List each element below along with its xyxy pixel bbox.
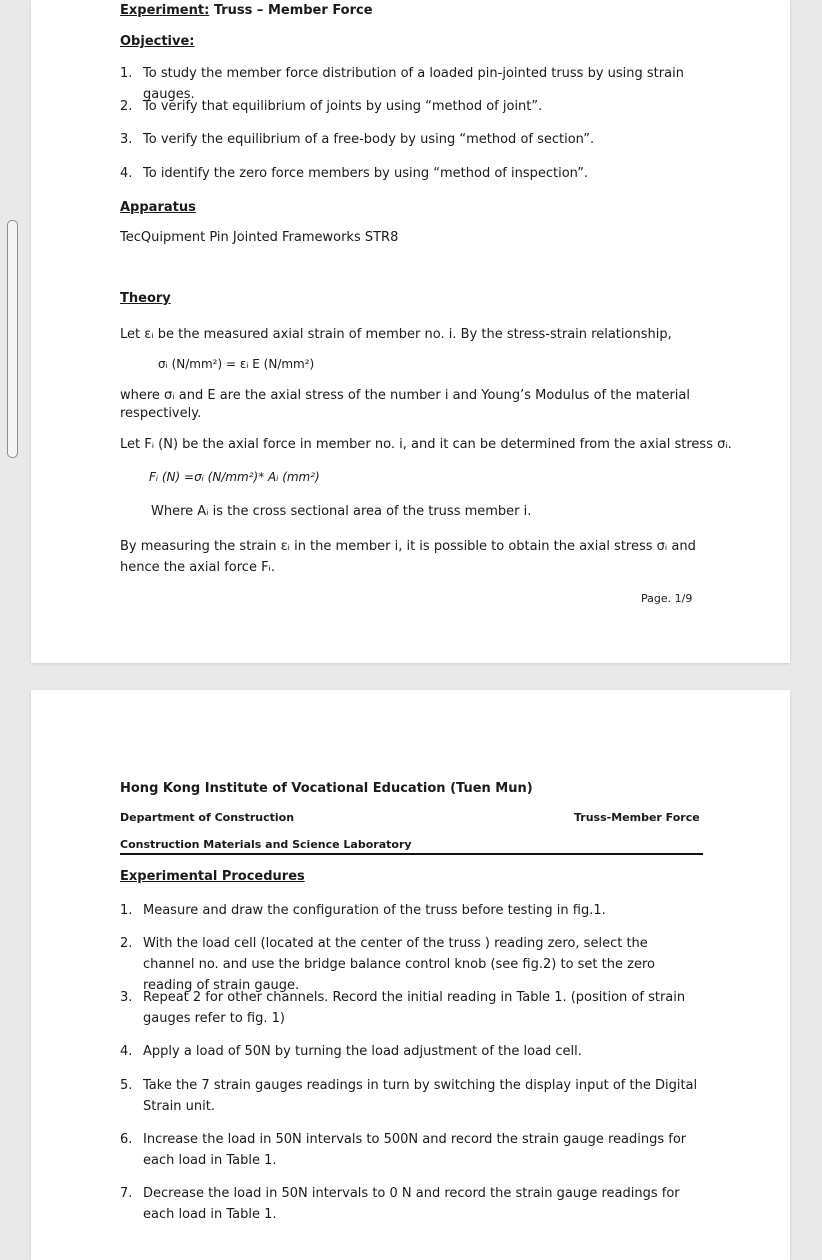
list-item: To study the member force distribution of a loaded pin-jointed truss by using strain gauges. bbox=[143, 66, 684, 102]
list-item-number: 3. bbox=[120, 132, 133, 147]
force-equation: Fᵢ (N) =σᵢ (N/mm²)* Aᵢ (mm²) bbox=[149, 470, 320, 484]
theory-paragraph: By measuring the strain εᵢ in the member i, it is possible to obtain the axial stress σᵢ and hence the axial force Fᵢ. bbox=[120, 539, 696, 575]
list-item-number: 1. bbox=[120, 66, 133, 81]
theory-heading: Theory bbox=[120, 291, 171, 306]
page-number: Page. 1/9 bbox=[641, 592, 693, 605]
lab-name: Construction Materials and Science Laboratory bbox=[120, 838, 412, 851]
scrollbar-thumb[interactable] bbox=[7, 220, 18, 458]
list-item-number: 6. bbox=[120, 1132, 133, 1147]
theory-paragraph: Let Fᵢ (N) be the axial force in member no. i, and it can be determined from the axial stress σᵢ. bbox=[120, 437, 732, 452]
list-item-number: 4. bbox=[120, 166, 133, 181]
document-title: Truss-Member Force bbox=[574, 811, 700, 824]
objective-heading: Objective: bbox=[120, 34, 195, 49]
list-item-number: 5. bbox=[120, 1078, 133, 1093]
theory-paragraph: Let εᵢ be the measured axial strain of member no. i. By the stress-strain relationship, bbox=[120, 327, 672, 342]
list-item: With the load cell (located at the center of the truss ) reading zero, select the channel no. and use the bridge balance control knob (see fig.2) to set the zero reading of strain gauge. bbox=[143, 936, 655, 993]
document-page-1 bbox=[31, 0, 790, 663]
list-item: Increase the load in 50N intervals to 500N and record the strain gauge readings for each load in Table 1. bbox=[143, 1132, 687, 1168]
header-divider bbox=[120, 853, 703, 855]
list-item: Measure and draw the configuration of the truss before testing in fig.1. bbox=[143, 903, 606, 918]
list-item-number: 3. bbox=[120, 990, 133, 1005]
list-item-number: 1. bbox=[120, 903, 133, 918]
list-item: Apply a load of 50N by turning the load adjustment of the load cell. bbox=[143, 1044, 582, 1059]
list-item: To verify the equilibrium of a free-body by using “method of section”. bbox=[143, 132, 595, 147]
theory-paragraph: Where Aᵢ is the cross sectional area of the truss member i. bbox=[151, 504, 532, 519]
institute-name: Hong Kong Institute of Vocational Education (Tuen Mun) bbox=[120, 781, 533, 796]
document-page-2 bbox=[31, 690, 790, 1260]
stress-equation: σᵢ (N/mm²) = εᵢ E (N/mm²) bbox=[158, 357, 315, 371]
list-item: Repeat 2 for other channels. Record the initial reading in Table 1. (position of strain gauges refer to fig. 1) bbox=[143, 990, 686, 1026]
procedures-heading: Experimental Procedures bbox=[120, 869, 305, 884]
apparatus-text: TecQuipment Pin Jointed Frameworks STR8 bbox=[120, 230, 399, 245]
list-item: To identify the zero force members by using “method of inspection”. bbox=[143, 166, 589, 181]
list-item-number: 2. bbox=[120, 936, 133, 951]
experiment-heading: Experiment: Truss – Member Force bbox=[120, 3, 373, 18]
list-item: Take the 7 strain gauges readings in turn by switching the display input of the Digital Strain unit. bbox=[143, 1078, 698, 1114]
list-item-number: 4. bbox=[120, 1044, 133, 1059]
list-item: Decrease the load in 50N intervals to 0 N and record the strain gauge readings for each load in Table 1. bbox=[143, 1186, 680, 1222]
apparatus-heading: Apparatus bbox=[120, 200, 196, 215]
theory-paragraph: where σᵢ and E are the axial stress of the number i and Young’s Modulus of the material respectively. bbox=[120, 388, 690, 421]
list-item-number: 2. bbox=[120, 99, 133, 114]
list-item-number: 7. bbox=[120, 1186, 133, 1201]
department-name: Department of Construction bbox=[120, 811, 295, 824]
list-item: To verify that equilibrium of joints by using “method of joint”. bbox=[143, 99, 543, 114]
